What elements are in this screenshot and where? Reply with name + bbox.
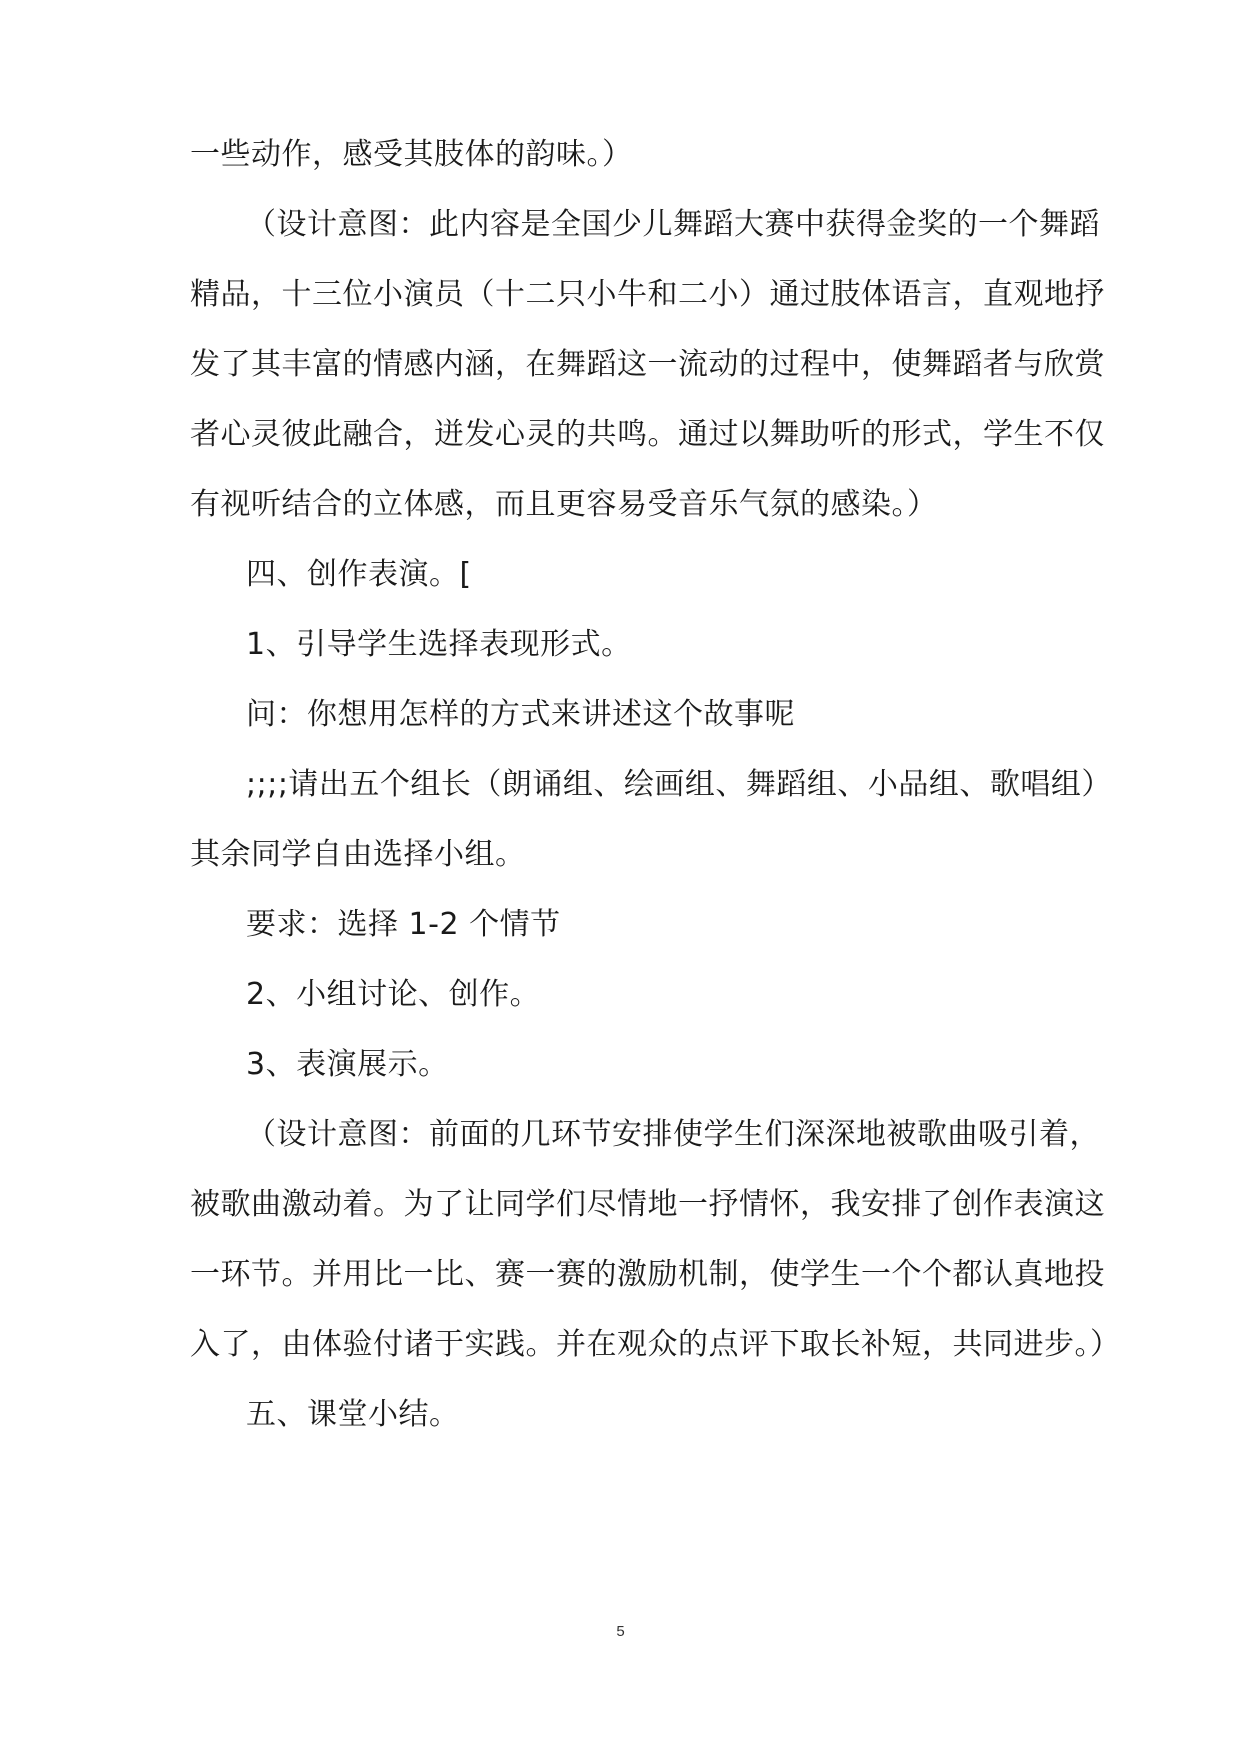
text-line: 一环节。并用比一比、赛一赛的激励机制，使学生一个个都认真地投 [190,1257,1105,1292]
text-line: 2、小组讨论、创作。 [246,977,541,1012]
text-line: 3、表演展示。 [246,1047,449,1082]
text-line: ;;;;请出五个组长（朗诵组、绘画组、舞蹈组、小品组、歌唱组） [246,767,1112,802]
text-line: 问：你想用怎样的方式来讲述这个故事呢 [246,697,795,732]
text-line: 发了其丰富的情感内涵，在舞蹈这一流动的过程中，使舞蹈者与欣赏 [190,347,1105,382]
text-line: 有视听结合的立体感，而且更容易受音乐气氛的感染。） [190,487,938,522]
text-line: （设计意图：此内容是全国少儿舞蹈大赛中获得金奖的一个舞蹈 [246,207,1100,242]
text-line: 被歌曲激动着。为了让同学们尽情地一抒情怀，我安排了创作表演这 [190,1187,1105,1222]
text-line: 精品，十三位小演员（十二只小牛和二小）通过肢体语言，直观地抒 [190,277,1105,312]
text-line: （设计意图：前面的几环节安排使学生们深深地被歌曲吸引着， [246,1117,1100,1152]
text-line: 入了，由体验付诸于实践。并在观众的点评下取长补短，共同进步。） [190,1327,1121,1362]
text-line: 要求：选择 1-2 个情节 [246,907,561,942]
text-line: 1、引导学生选择表现形式。 [246,627,632,662]
text-line: 其余同学自由选择小组。 [190,837,526,872]
section-heading: 四、创作表演。[ [246,557,472,592]
text-line: 一些动作，感受其肢体的韵味。） [190,137,633,172]
text-line: 者心灵彼此融合，迸发心灵的共鸣。通过以舞助听的形式，学生不仅 [190,417,1105,452]
section-heading: 五、课堂小结。 [246,1397,460,1432]
page-number: 5 [616,1623,625,1640]
